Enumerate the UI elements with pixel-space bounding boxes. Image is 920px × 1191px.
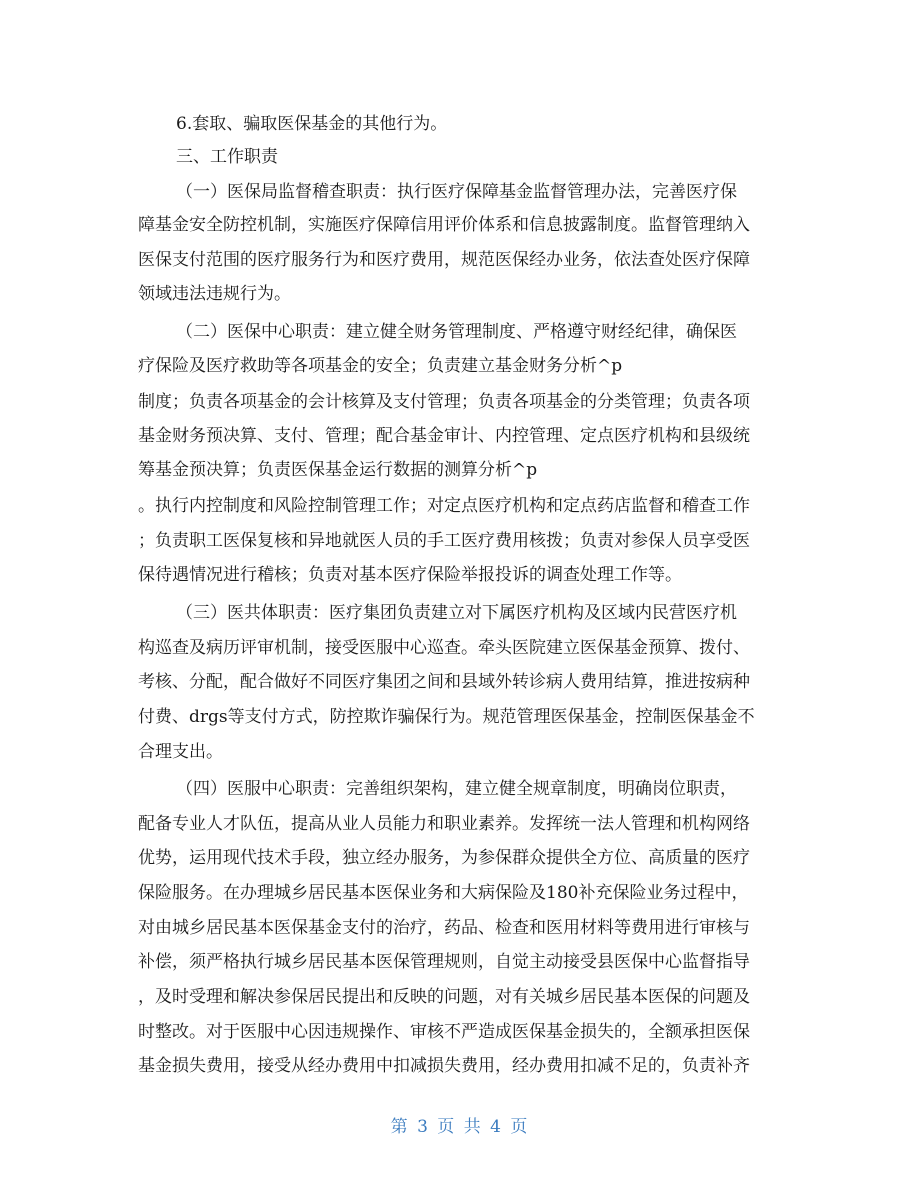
body-line: 6.套取、骗取医保基金的其他行为。	[176, 114, 448, 134]
body-line: 考核、分配，配合做好不同医疗集团之间和县域外转诊病人费用结算，推进按病种	[138, 672, 750, 692]
body-line: 时整改。对于医服中心因违规操作、审核不严造成医保基金损失的，全额承担医保	[138, 1022, 750, 1042]
body-line: 优势，运用现代技术手段，独立经办服务，为参保群众提供全方位、高质量的医疗	[138, 848, 750, 868]
body-line: 对由城乡居民基本医保基金支付的治疗，药品、检查和医用材料等费用进行审核与	[138, 918, 750, 938]
body-line: 筹基金预决算；负责医保基金运行数据的测算分析^p	[138, 460, 538, 480]
body-line: ，及时受理和解决参保居民提出和反映的问题，对有关城乡居民基本医保的问题及	[138, 987, 750, 1007]
body-line: 障基金安全防控机制，实施医疗保障信用评价体系和信息披露制度。监督管理纳入	[138, 215, 750, 235]
body-line: 医保支付范围的医疗服务行为和医疗费用，规范医保经办业务，依法查处医疗保障	[138, 250, 750, 270]
body-line: 付费、drgs等支付方式，防控欺诈骗保行为。规范管理医保基金，控制医保基金不	[138, 707, 755, 727]
body-line: 合理支出。	[138, 742, 223, 762]
body-line: 基金损失费用，接受从经办费用中扣减损失费用，经办费用扣减不足的，负责补齐	[138, 1056, 750, 1076]
body-line: （二）医保中心职责：建立健全财务管理制度、严格遵守财经纪律，确保医	[176, 322, 737, 342]
body-line: ；负责职工医保复核和异地就医人员的手工医疗费用核拨；负责对参保人员享受医	[138, 531, 750, 551]
body-line: 补偿，须严格执行城乡居民基本医保管理规则，自觉主动接受县医保中心监督指导	[138, 952, 750, 972]
body-line: （一）医保局监督稽查职责：执行医疗保障基金监督管理办法，完善医疗保	[176, 182, 737, 202]
body-line: 。执行内控制度和风险控制管理工作；对定点医疗机构和定点药店监督和稽查工作	[138, 496, 750, 516]
body-line: 构巡查及病历评审机制，接受医服中心巡查。牵头医院建立医保基金预算、拨付、	[138, 638, 750, 658]
body-line: 疗保险及医疗救助等各项基金的安全；负责建立基金财务分析^p	[138, 356, 623, 376]
body-line: （三）医共体职责：医疗集团负责建立对下属医疗机构及区域内民营医疗机	[176, 603, 737, 623]
body-line: 制度；负责各项基金的会计核算及支付管理；负责各项基金的分类管理；负责各项	[138, 392, 750, 412]
body-line: 基金财务预决算、支付、管理；配合基金审计、内控管理、定点医疗机构和县级统	[138, 426, 750, 446]
body-line: 保待遇情况进行稽核；负责对基本医疗保险举报投诉的调查处理工作等。	[138, 565, 682, 585]
body-line: 领域违法违规行为。	[138, 284, 291, 304]
body-line: 配备专业人才队伍，提高从业人员能力和职业素养。发挥统一法人管理和机构网络	[138, 814, 750, 834]
page-number-footer: 第 3 页 共 4 页	[390, 1117, 530, 1137]
body-line: （四）医服中心职责：完善组织架构，建立健全规章制度，明确岗位职责，	[176, 779, 737, 799]
body-line: 保险服务。在办理城乡居民基本医保业务和大病保险及180补充保险业务过程中，	[138, 883, 749, 903]
section-heading: 三、工作职责	[176, 147, 278, 167]
